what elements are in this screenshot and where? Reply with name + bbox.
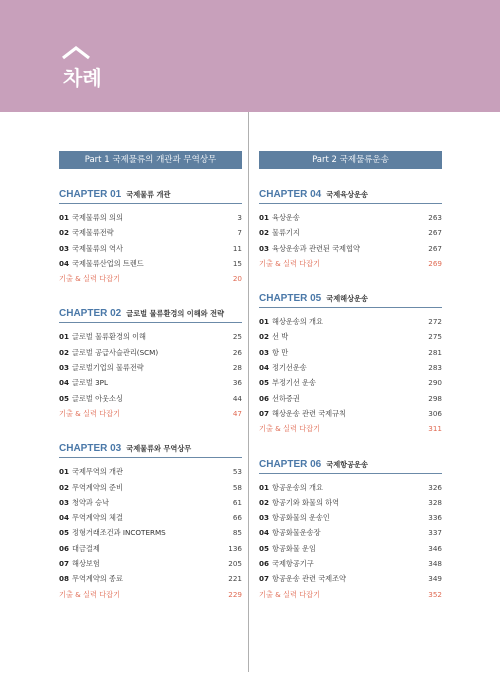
- toc-entry-page: 328: [428, 497, 442, 507]
- toc-entry-label: 정기선운송: [272, 363, 307, 373]
- toc-entry-label: 무역계약의 종료: [72, 574, 123, 584]
- toc-entry-number: 03: [259, 347, 270, 357]
- practice-label: 기출 & 실력 다잡기: [259, 258, 321, 268]
- toc-entry-label: 육상운송과 관련된 국제협약: [272, 243, 360, 253]
- toc-entry[interactable]: [59, 256, 242, 271]
- toc-entry-left: [59, 391, 123, 406]
- chapter-title: 국제육상운송: [326, 190, 368, 199]
- column-divider: [248, 112, 249, 672]
- practice-entry[interactable]: [59, 587, 242, 602]
- toc-entry-number: 03: [59, 497, 70, 507]
- practice-label: 기출 & 실력 다잡기: [59, 408, 121, 418]
- toc-entry[interactable]: [259, 495, 442, 510]
- toc-entry-number: 01: [259, 482, 270, 492]
- practice-label: 기출 & 실력 다잡기: [59, 274, 121, 284]
- chapter-heading: [259, 189, 442, 204]
- practice-entry[interactable]: [259, 587, 442, 602]
- toc-entry[interactable]: [259, 480, 442, 495]
- toc-entry-label: 글로벌 공급사슬관리(SCM): [72, 347, 159, 357]
- toc-entry-number: 04: [59, 378, 70, 388]
- toc-entry-page: 85: [232, 528, 242, 538]
- toc-entry-number: 02: [59, 482, 70, 492]
- toc-entry-left: [259, 556, 314, 571]
- toc-entry-left: [259, 480, 323, 495]
- toc-entry-number: 03: [59, 363, 70, 373]
- practice-entry-left: [59, 587, 120, 602]
- toc-entry[interactable]: [59, 345, 242, 360]
- toc-entry-label: 항공운송의 개요: [272, 482, 323, 492]
- toc-entry-page: 348: [428, 559, 442, 569]
- part-header: Part 2 국제물류운송: [259, 151, 442, 169]
- toc-entry[interactable]: [59, 241, 242, 256]
- practice-entry-left: [259, 256, 320, 271]
- toc-entry-page: 53: [232, 467, 242, 477]
- toc-entry-number: 02: [259, 332, 270, 342]
- toc-entry-left: [59, 464, 123, 479]
- toc-entry-label: 물류기지: [272, 228, 300, 238]
- toc-entry-left: [259, 510, 330, 525]
- toc-entry-left: [259, 241, 360, 256]
- toc-entry-page: 3: [237, 213, 242, 222]
- toc-entry-page: 221: [228, 574, 242, 584]
- toc-entry-label: 대금결제: [72, 543, 100, 553]
- toc-entry-left: [59, 329, 146, 344]
- toc-entry-number: 01: [59, 467, 70, 477]
- practice-page: 352: [428, 589, 442, 599]
- toc-entry-left: [59, 225, 114, 240]
- toc-entry-number: 05: [259, 543, 270, 553]
- toc-entry[interactable]: [259, 210, 442, 225]
- toc-entry-left: [259, 541, 316, 556]
- practice-page: 311: [428, 424, 442, 434]
- practice-entry[interactable]: [259, 256, 442, 271]
- toc-entry-number: 05: [259, 378, 270, 388]
- toc-entry-left: [59, 571, 123, 586]
- toc-entry-page: 337: [428, 528, 442, 538]
- toc-entry-label: 항공운송 관련 국제조약: [272, 574, 347, 584]
- toc-entry-number: 02: [259, 497, 270, 507]
- toc-entry-page: 263: [428, 213, 442, 222]
- toc-entry-page: 283: [428, 363, 442, 373]
- practice-label: 기출 & 실력 다잡기: [59, 589, 121, 599]
- toc-entry-page: 66: [232, 513, 242, 523]
- toc-entry-page: 281: [428, 347, 442, 357]
- chapter-heading: [259, 293, 442, 308]
- practice-label: 기출 & 실력 다잡기: [259, 589, 321, 599]
- toc-entry-label: 정형거래조건과 INCOTERMS: [72, 528, 166, 538]
- toc-entry-page: 11: [232, 243, 242, 253]
- practice-page: 20: [232, 274, 242, 284]
- toc-entry[interactable]: [59, 225, 242, 240]
- toc-entry-number: 04: [59, 258, 70, 268]
- chapter-title: 국제항공운송: [326, 459, 368, 469]
- chapter-section: [59, 308, 242, 421]
- practice-page: 229: [228, 589, 242, 599]
- toc-entry-number: 07: [259, 408, 270, 418]
- toc-entry-left: [259, 345, 288, 360]
- toc-entry[interactable]: [59, 360, 242, 375]
- toc-entry-left: [259, 225, 300, 240]
- toc-entry-number: 03: [259, 243, 270, 253]
- toc-entry[interactable]: [259, 241, 442, 256]
- toc-entry-page: 136: [228, 543, 242, 553]
- toc-entry-number: 06: [259, 393, 270, 403]
- toc-entry[interactable]: [59, 210, 242, 225]
- toc-entry-page: 15: [232, 258, 242, 268]
- chapter-heading: [59, 443, 242, 458]
- toc-entry-left: [59, 375, 108, 390]
- toc-column-right: [259, 151, 442, 602]
- toc-entry-page: 298: [428, 393, 442, 403]
- toc-entry-number: 04: [259, 363, 270, 373]
- toc-entry-page: 267: [428, 243, 442, 253]
- toc-entry[interactable]: [59, 391, 242, 406]
- toc-entry[interactable]: [259, 541, 442, 556]
- toc-entry-label: 국제물류전략: [72, 228, 114, 238]
- toc-entry-left: [59, 480, 123, 495]
- chapter-number: CHAPTER 05: [259, 293, 322, 305]
- toc-entry-label: 해상운송의 개요: [272, 317, 323, 327]
- toc-entry-label: 무역계약의 체결: [72, 513, 123, 523]
- toc-entry-label: 선 박: [272, 332, 289, 342]
- chapter-heading: [59, 308, 242, 323]
- toc-entry-number: 06: [59, 543, 70, 553]
- chapter-title: 국제물류와 무역상무: [126, 444, 192, 454]
- toc-entry-left: [59, 256, 144, 271]
- toc-entry-label: 선하증권: [272, 393, 300, 403]
- toc-entry-number: 02: [59, 347, 70, 357]
- toc-entry-number: 07: [59, 559, 70, 569]
- toc-entry-page: 267: [428, 228, 442, 238]
- toc-entry-page: 26: [232, 347, 242, 357]
- toc-entry-left: [259, 329, 288, 344]
- toc-entry-number: 03: [259, 513, 270, 523]
- practice-entry[interactable]: [259, 421, 442, 436]
- toc-entry-left: [59, 241, 123, 256]
- toc-entry[interactable]: [259, 510, 442, 525]
- toc-entry-number: 05: [59, 393, 70, 403]
- toc-entry-label: 해상보험: [72, 559, 100, 569]
- practice-entry-left: [259, 587, 320, 602]
- toc-entry[interactable]: [259, 314, 442, 329]
- toc-entry-left: [259, 210, 300, 225]
- toc-entry-number: 06: [259, 559, 270, 569]
- toc-entry-page: 275: [428, 332, 442, 342]
- toc-entry-left: [59, 510, 123, 525]
- chapter-number: CHAPTER 02: [59, 308, 122, 320]
- toc-entry[interactable]: [59, 541, 242, 556]
- chapter-title: 국제물류 개관: [126, 190, 171, 199]
- chapter-heading: [59, 189, 242, 204]
- toc-entry-number: 01: [59, 332, 70, 342]
- toc-entry-left: [259, 525, 321, 540]
- toc-entry-number: 02: [259, 228, 270, 238]
- toc-entry-left: [259, 360, 307, 375]
- toc-entry-label: 육상운송: [272, 213, 300, 222]
- toc-entry-label: 글로벌기업의 물류전략: [72, 363, 144, 373]
- toc-column-left: [59, 151, 242, 602]
- toc-entry-number: 04: [59, 513, 70, 523]
- page-title: 차례: [63, 66, 102, 90]
- chapter-number: CHAPTER 03: [59, 443, 122, 455]
- toc-entry-page: 28: [232, 363, 242, 373]
- toc-entry-label: 항공화물 운임: [272, 543, 316, 553]
- toc-entry[interactable]: [259, 225, 442, 240]
- practice-entry-left: [259, 421, 320, 436]
- toc-entry-label: 무역계약의 준비: [72, 482, 123, 492]
- chapter-number: CHAPTER 01: [59, 189, 122, 200]
- toc-entry-number: 01: [259, 213, 270, 222]
- toc-entry-label: 항공기와 화물의 하역: [272, 497, 340, 507]
- toc-entry-label: 해상운송 관련 국제규칙: [272, 408, 347, 418]
- toc-entry-left: [59, 541, 100, 556]
- toc-entry-page: 205: [228, 559, 242, 569]
- toc-entry[interactable]: [59, 495, 242, 510]
- toc-entry-left: [259, 314, 323, 329]
- toc-entry-page: 349: [428, 574, 442, 584]
- toc-entry-left: [59, 525, 166, 540]
- chapter-title: 국제해상운송: [326, 294, 368, 304]
- toc-entry[interactable]: [59, 329, 242, 344]
- toc-entry-number: 01: [59, 213, 70, 222]
- toc-entry-left: [59, 556, 100, 571]
- chapter-section: [259, 189, 442, 271]
- practice-page: 47: [232, 408, 242, 418]
- toc-entry-page: 58: [232, 482, 242, 492]
- toc-entry-page: 7: [237, 228, 242, 238]
- toc-entry-page: 326: [428, 482, 442, 492]
- toc-entry-left: [59, 360, 144, 375]
- toc-entry-left: [59, 210, 123, 225]
- toc-entry-left: [259, 406, 346, 421]
- toc-entry-number: 08: [59, 574, 70, 584]
- toc-entry-left: [259, 571, 346, 586]
- toc-entry[interactable]: [259, 571, 442, 586]
- toc-entry-page: 36: [232, 378, 242, 388]
- toc-entry-page: 44: [232, 393, 242, 403]
- part-header: Part 1 국제물류의 개관과 무역상무: [59, 151, 242, 169]
- toc-entry-number: 03: [59, 243, 70, 253]
- toc-entry-label: 글로벌 물류환경의 이해: [72, 332, 147, 342]
- practice-entry[interactable]: [59, 271, 242, 286]
- toc-entry-label: 항 만: [272, 347, 289, 357]
- toc-entry-label: 항공화물의 운송인: [272, 513, 330, 523]
- toc-entry-page: 306: [428, 408, 442, 418]
- practice-label: 기출 & 실력 다잡기: [259, 424, 321, 434]
- toc-entry-number: 05: [59, 528, 70, 538]
- toc-entry-number: 07: [259, 574, 270, 584]
- chapter-section: [59, 189, 242, 286]
- toc-entry-label: 부정기선 운송: [272, 378, 316, 388]
- toc-entry-label: 국제물류의 역사: [72, 243, 123, 253]
- chapter-title: 글로벌 물류환경의 이해와 전략: [126, 309, 225, 319]
- toc-entry[interactable]: [259, 345, 442, 360]
- caret-up-icon: [61, 46, 91, 60]
- toc-entry[interactable]: [259, 375, 442, 390]
- practice-entry[interactable]: [59, 406, 242, 421]
- chapter-section: [259, 459, 442, 602]
- toc-entry-page: 272: [428, 317, 442, 327]
- toc-entry-label: 국제항공기구: [272, 559, 314, 569]
- toc-entry[interactable]: [259, 406, 442, 421]
- chapter-section: [259, 293, 442, 436]
- toc-entry[interactable]: [259, 391, 442, 406]
- toc-entry-page: 336: [428, 513, 442, 523]
- practice-entry-left: [59, 406, 120, 421]
- toc-entry-number: 01: [259, 317, 270, 327]
- toc-entry-page: 346: [428, 543, 442, 553]
- chapter-section: [59, 443, 242, 602]
- toc-entry-number: 02: [59, 228, 70, 238]
- toc-entry[interactable]: [59, 556, 242, 571]
- toc-entry[interactable]: [259, 360, 442, 375]
- toc-entry-label: 국제무역의 개관: [72, 467, 123, 477]
- practice-page: 269: [428, 258, 442, 268]
- toc-entry[interactable]: [59, 525, 242, 540]
- practice-entry-left: [59, 271, 120, 286]
- toc-entry-left: [259, 391, 300, 406]
- toc-entry-left: [59, 345, 158, 360]
- toc-entry-left: [259, 495, 339, 510]
- toc-entry[interactable]: [259, 556, 442, 571]
- toc-entry[interactable]: [59, 375, 242, 390]
- toc-entry[interactable]: [259, 329, 442, 344]
- toc-entry[interactable]: [59, 480, 242, 495]
- toc-entry-page: 25: [232, 332, 242, 342]
- toc-entry-label: 국제물류산업의 트렌드: [72, 258, 144, 268]
- toc-entry-label: 글로벌 아웃소싱: [72, 393, 123, 403]
- toc-entry-label: 청약과 승낙: [72, 497, 110, 507]
- toc-entry-label: 국제물류의 의의: [72, 213, 123, 222]
- chapter-number: CHAPTER 04: [259, 189, 322, 200]
- toc-entry[interactable]: [59, 510, 242, 525]
- toc-entry-left: [59, 495, 109, 510]
- toc-entry-label: 항공화물운송장: [272, 528, 321, 538]
- toc-entry-page: 290: [428, 378, 442, 388]
- toc-entry-label: 글로벌 3PL: [72, 378, 109, 388]
- toc-entry-left: [259, 375, 316, 390]
- toc-entry[interactable]: [59, 571, 242, 586]
- toc-entry[interactable]: [259, 525, 442, 540]
- toc-entry[interactable]: [59, 464, 242, 479]
- chapter-heading: [259, 459, 442, 474]
- toc-entry-number: 04: [259, 528, 270, 538]
- toc-entry-page: 61: [232, 497, 242, 507]
- chapter-number: CHAPTER 06: [259, 458, 322, 470]
